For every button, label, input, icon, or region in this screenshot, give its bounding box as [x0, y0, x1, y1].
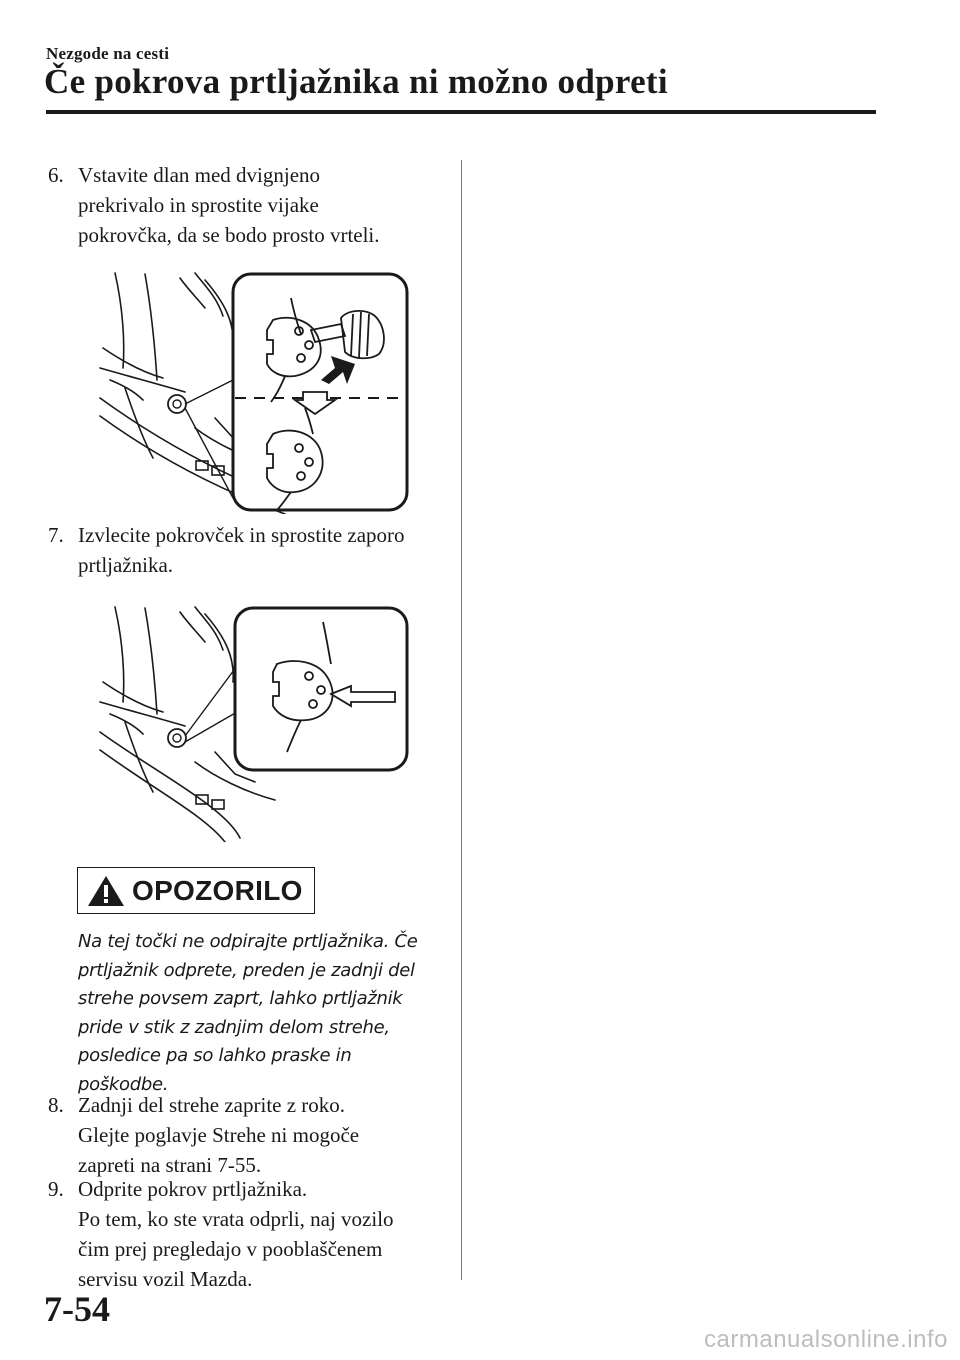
step-8 [48, 1090, 448, 1180]
step-number: 8. [48, 1093, 64, 1117]
warning-box [77, 867, 315, 914]
step-line: pokrovčka, da se bodo prosto vrteli. [78, 223, 380, 247]
watermark: carmanualsonline.info [704, 1326, 948, 1353]
step-line: Zadnji del strehe zaprite z roko. [78, 1093, 346, 1117]
column-divider [461, 160, 462, 1280]
step-number: 9. [48, 1177, 64, 1201]
warning-line: poškodbe. [78, 1073, 169, 1095]
step-line: prekrivalo in sprostite vijake [78, 193, 319, 217]
cap-screw-release-illustration [95, 268, 415, 514]
warning-line: strehe povsem zaprt, lahko prtljažnik [78, 988, 403, 1009]
step-line: servisu vozil Mazda. [78, 1267, 253, 1291]
warning-line: prtljažnik odprete, preden je zadnji del [78, 959, 415, 981]
step-line: Izvlecite pokrovček in sprostite zaporo [78, 523, 405, 547]
step-7 [48, 520, 448, 580]
step-line: Glejte poglavje Strehe ni mogoče [78, 1123, 360, 1147]
warning-triangle-icon [86, 874, 126, 908]
step-line: Vstavite dlan med dvignjeno [78, 163, 321, 187]
cap-removal-illustration [95, 602, 415, 842]
warning-line: Na tej točki ne odpirajte prtljažnika. Če [78, 931, 418, 952]
warning-line: posledice pa so lahko praske in [78, 1045, 352, 1066]
step-line: Odprite pokrov prtljažnika. [78, 1177, 308, 1201]
page-title: Če pokrova prtljažnika ni možno odpreti [44, 62, 668, 101]
title-rule [46, 110, 876, 114]
warning-text [78, 928, 448, 1099]
step-number: 7. [48, 523, 64, 547]
step-line: prtljažnika. [78, 553, 174, 577]
step-line: čim prej pregledajo v pooblaščenem [78, 1237, 383, 1261]
warning-label: OPOZORILO [132, 874, 303, 906]
page-number: 7-54 [44, 1289, 110, 1329]
step-9 [48, 1174, 448, 1294]
step-line: zapreti na strani 7-55. [78, 1153, 262, 1177]
step-number: 6. [48, 163, 64, 187]
warning-line: pride v stik z zadnjim delom strehe, [78, 1016, 390, 1038]
step-6 [48, 160, 448, 250]
step-line: Po tem, ko ste vrata odprli, naj vozilo [78, 1207, 394, 1231]
section-label: Nezgode na cesti [46, 44, 170, 63]
